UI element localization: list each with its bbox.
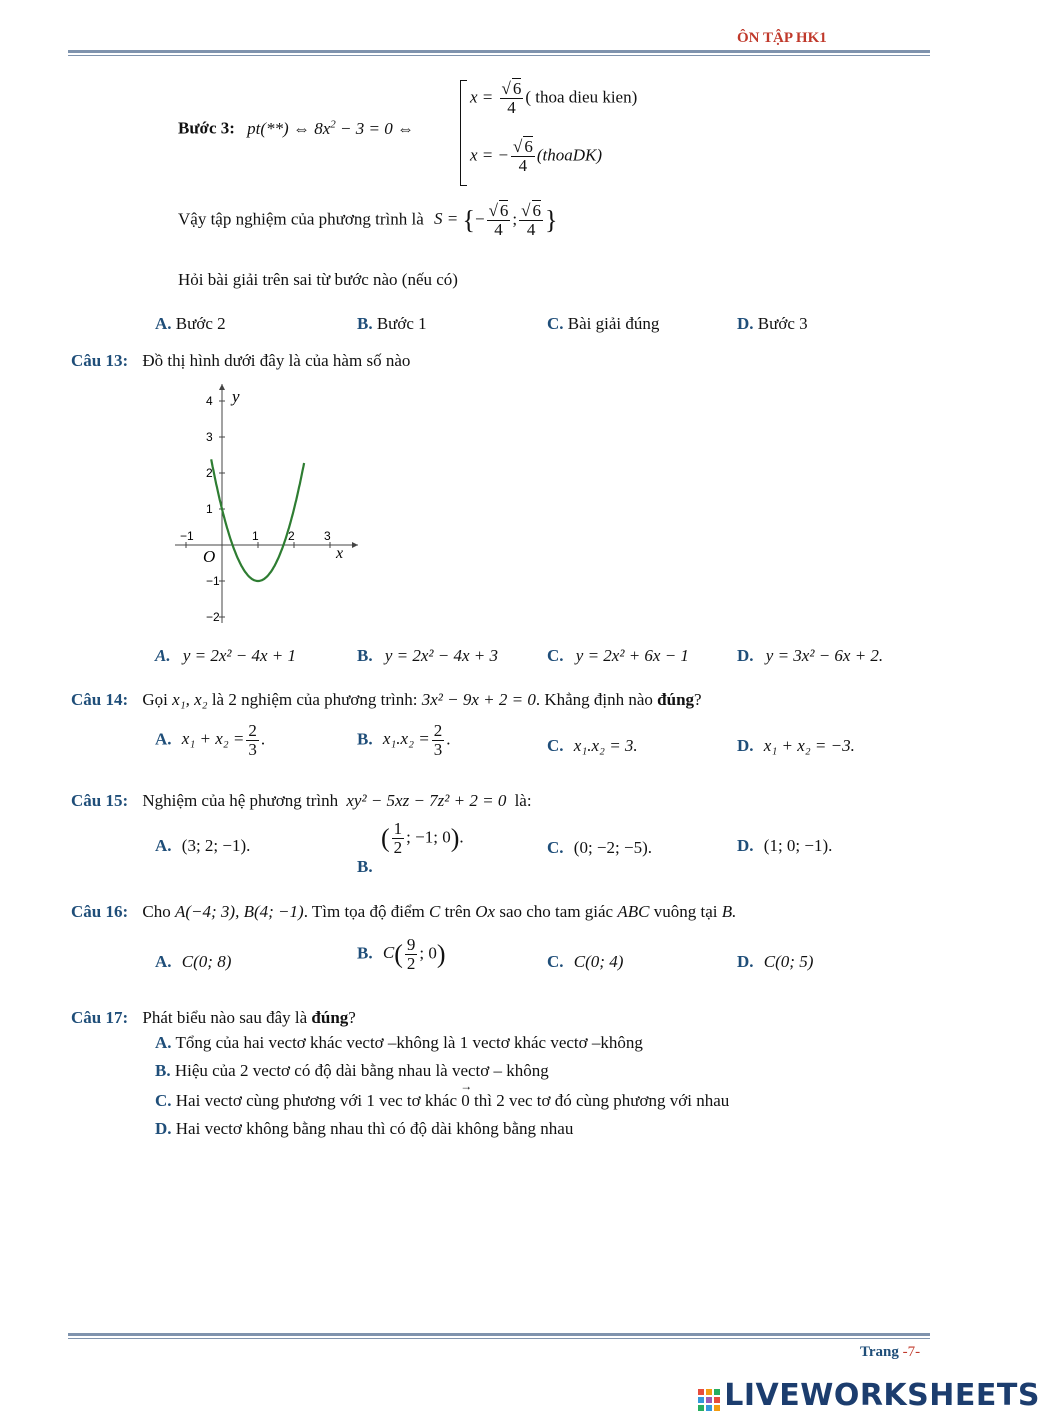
q13-option-b[interactable]: B. y = 2x² − 4x + 3 xyxy=(357,646,498,665)
q12-option-a[interactable]: A. Bước 2 xyxy=(155,314,226,333)
q15-option-b[interactable]: ( $\frac{1}{2}$ ; −1; 0). B. xyxy=(357,819,464,876)
q15-option-c[interactable]: C. (0; −2; −5). xyxy=(547,838,652,857)
x-tick-label: 2 xyxy=(288,529,295,543)
q16-option-d[interactable]: D. C(0; 5) xyxy=(737,952,814,971)
q12-option-b[interactable]: B. Bước 1 xyxy=(357,314,427,333)
step3-label: Bước 3: xyxy=(178,118,235,138)
step3-case1: x = $\frac{√ 6}{4}$ ( thoa dieu kien) xyxy=(470,79,638,117)
case-bracket xyxy=(460,80,467,186)
footer-rule-thin xyxy=(68,1338,930,1339)
q13-line: Câu 13: Đồ thị hình dưới đây là của hàm số nào xyxy=(71,351,411,370)
y-tick-label: 1 xyxy=(206,502,213,516)
q17-option-b[interactable]: B. Hiệu của 2 vectơ có độ dài bằng nhau là vectơ – không xyxy=(155,1061,549,1080)
header-rule-thin xyxy=(68,55,930,56)
x-tick-label: 1 xyxy=(252,529,259,543)
q13-label: Câu 13: xyxy=(71,351,129,370)
step3-case2: x = − $\frac{√ 6}{4}$ (thoaDK) xyxy=(470,137,603,175)
brand-name: LIVEWORKSHEETS xyxy=(724,1378,1040,1413)
y-tick-label: 4 xyxy=(206,394,213,408)
q15-option-a[interactable]: A. (3; 2; −1). xyxy=(155,836,251,855)
y-tick-label: −1 xyxy=(206,574,220,588)
q12-option-d[interactable]: D. Bước 3 xyxy=(737,314,808,333)
q15-label: Câu 15: xyxy=(71,791,129,810)
origin-label: O xyxy=(203,547,216,566)
x-axis-arrow xyxy=(352,542,358,548)
x-axis-label: x xyxy=(336,545,344,562)
q14-option-b[interactable]: B. x₁.x₂ = $\frac{2}{3}$ . xyxy=(357,721,451,759)
header-title: ÔN TẬP HK1 xyxy=(737,30,827,46)
q14-label: Câu 14: xyxy=(71,690,129,709)
q17-option-d[interactable]: D. Hai vectơ không bằng nhau thì có độ dài không bằng nhau xyxy=(155,1119,574,1138)
q13-option-a[interactable]: A. y = 2x² − 4x + 1 xyxy=(155,646,296,665)
y-axis-label: y xyxy=(232,387,240,406)
q16-label: Câu 16: xyxy=(71,902,129,921)
q16-option-b[interactable]: B. C( $\frac{9}{2}$ ; 0) xyxy=(357,935,446,973)
q16-option-a[interactable]: A. C(0; 8) xyxy=(155,952,232,971)
q12-option-c[interactable]: C. Bài giải đúng xyxy=(547,314,660,333)
question-prompt: Hỏi bài giải trên sai từ bước nào (nếu có) xyxy=(178,270,458,289)
parabola-graph xyxy=(170,378,370,628)
brand-logo[interactable] xyxy=(698,1378,1040,1413)
q17-option-a[interactable]: A. Tổng của hai vectơ khác vectơ –không là 1 vectơ khác vectơ –không xyxy=(155,1033,643,1052)
x-tick-label: 3 xyxy=(324,529,331,543)
step3-eq: pt(**) ⇔ $8x^2 - 3 = 0$ ⇔ xyxy=(247,118,414,138)
zero-vector: → 0 xyxy=(461,1091,470,1111)
q15-line: Câu 15: Nghiệm của hệ phương trình xy² − 5xz − 7z² + 2 = 0 là: xyxy=(71,791,532,810)
page-number: Trang -7- xyxy=(860,1344,921,1360)
q17-label: Câu 17: xyxy=(71,1008,129,1027)
q15-option-d[interactable]: D. (1; 0; −1). xyxy=(737,836,833,855)
q14-option-c[interactable]: C. x₁.x₂ = 3. xyxy=(547,736,638,755)
q17-option-c[interactable]: C. Hai vectơ cùng phương với 1 vec tơ khác → 0 thì 2 vec tơ đó cùng phương với nhau xyxy=(155,1091,729,1111)
y-tick-label: 3 xyxy=(206,430,213,444)
q16-option-c[interactable]: C. C(0; 4) xyxy=(547,952,624,971)
header-rule xyxy=(68,50,930,53)
y-tick-label: 2 xyxy=(206,466,213,480)
q13-option-c[interactable]: C. y = 2x² + 6x − 1 xyxy=(547,646,689,665)
q17-line: Câu 17: Phát biểu nào sau đây là đúng? xyxy=(71,1008,356,1027)
y-axis-arrow xyxy=(219,384,225,390)
q14-option-d[interactable]: D. x₁ + x₂ = −3. xyxy=(737,736,855,755)
axis-ticks xyxy=(180,394,331,624)
x-tick-label: −1 xyxy=(180,529,194,543)
q13-option-d[interactable]: D. y = 3x² − 6x + 2. xyxy=(737,646,884,665)
step3-line xyxy=(178,118,414,139)
brand-grid-icon xyxy=(698,1389,720,1413)
y-tick-label: −2 xyxy=(206,610,220,624)
q14-option-a[interactable]: A. x₁ + x₂ = $\frac{2}{3}$ . xyxy=(155,721,266,759)
q14-line: Câu 14: Gọi x₁, x₂ là 2 nghiệm của phương trình: 3x² − 9x + 2 = 0. Khẳng định nào đúng? xyxy=(71,690,702,709)
q16-line: Câu 16: Cho A(−4; 3), B(4; −1). Tìm tọa độ điểm C trên Ox sao cho tam giác ABC vuông tại B. xyxy=(71,902,737,921)
parabola-curve xyxy=(211,459,304,581)
conclusion-line: Vậy tập nghiệm của phương trình là S = {− $\frac{√ 6}{4}$ ; $\frac{√ 6}{4}$ } xyxy=(178,201,558,239)
footer-rule xyxy=(68,1333,930,1336)
